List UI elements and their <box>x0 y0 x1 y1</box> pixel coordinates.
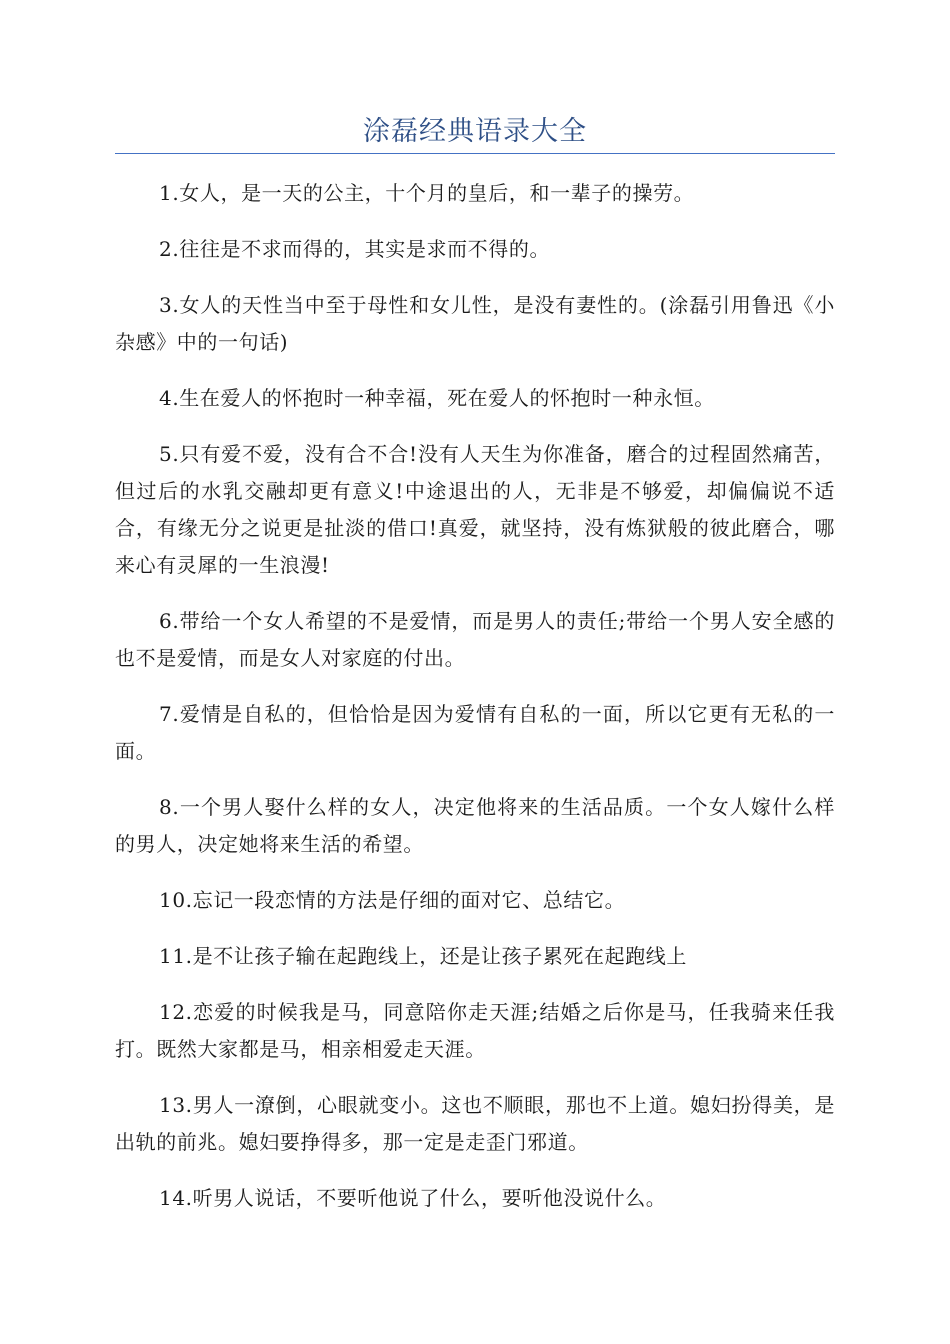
quote-paragraph: 1.女人，是一天的公主，十个月的皇后，和一辈子的操劳。 <box>159 181 695 205</box>
quote-paragraph: 5.只有爱不爱，没有合不合!没有人天生为你准备，磨合的过程固然痛苦，但过后的水乳交融却更有意义!中途退出的人，无非是不够爱，却偏偏说不适合，有缘无分之说更是扯淡的借口!真爱，就坚持，没有炼狱般的彼此磨合，哪来心有灵犀的一生浪漫! <box>115 442 835 577</box>
quote-paragraph: 3.女人的天性当中至于母性和女儿性，是没有妻性的。(涂磊引用鲁迅《小杂感》中的一句话) <box>115 293 835 354</box>
quote-paragraph: 7.爱情是自私的，但恰恰是因为爱情有自私的一面，所以它更有无私的一面。 <box>115 702 835 763</box>
page-title: 涂磊经典语录大全 <box>363 116 587 147</box>
quote-paragraph: 6.带给一个女人希望的不是爱情，而是男人的责任;带给一个男人安全感的也不是爱情，而是女人对家庭的付出。 <box>115 609 835 670</box>
quote-paragraph: 13.男人一潦倒，心眼就变小。这也不顺眼，那也不上道。媳妇扮得美，是出轨的前兆。媳妇要挣得多，那一定是走歪门邪道。 <box>115 1093 835 1154</box>
quotes-list <box>115 175 835 1236</box>
quote-paragraph: 4.生在爱人的怀抱时一种幸福，死在爱人的怀抱时一种永恒。 <box>159 386 715 410</box>
quote-paragraph: 8.一个男人娶什么样的女人，决定他将来的生活品质。一个女人嫁什么样的男人，决定她将来生活的希望。 <box>115 795 835 856</box>
quote-paragraph: 2.往往是不求而得的，其实是求而不得的。 <box>159 237 551 261</box>
quote-paragraph: 12.恋爱的时候我是马，同意陪你走天涯;结婚之后你是马，任我骑来任我打。既然大家都是马，相亲相爱走天涯。 <box>115 1000 835 1061</box>
title-underline <box>115 153 835 154</box>
quote-paragraph: 11.是不让孩子输在起跑线上，还是让孩子累死在起跑线上 <box>159 944 688 968</box>
quote-paragraph: 14.听男人说话，不要听他说了什么，要听他没说什么。 <box>159 1186 667 1210</box>
quote-paragraph: 10.忘记一段恋情的方法是仔细的面对它、总结它。 <box>159 888 626 912</box>
